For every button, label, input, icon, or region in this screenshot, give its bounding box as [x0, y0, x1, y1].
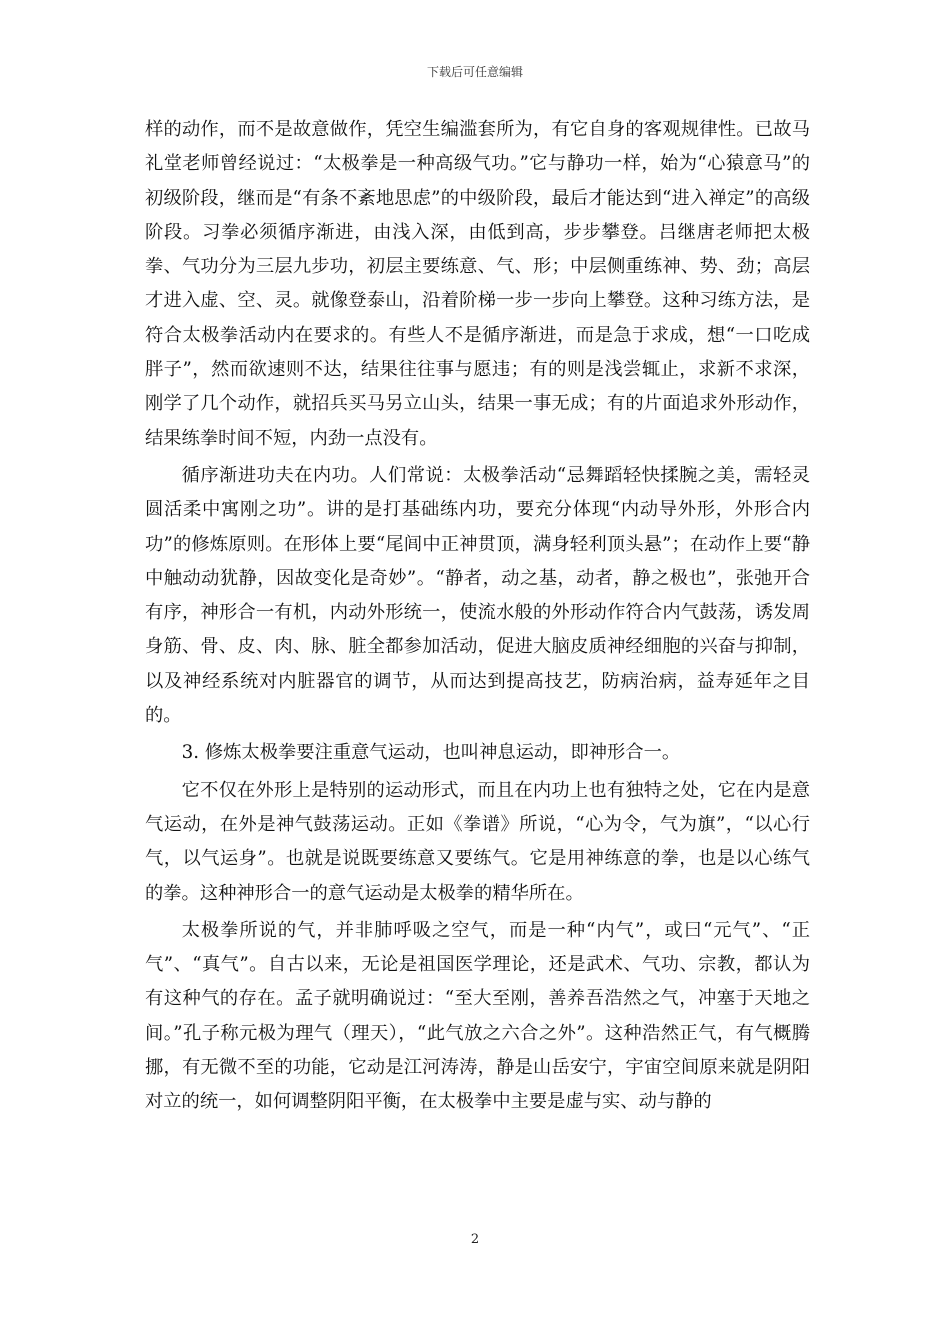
page-header: 下载后可任意编辑 — [426, 65, 523, 79]
paragraph-inner-work: 循序渐进功夫在内功。人们常说：太极拳活动“忌舞蹈轻快揉腕之美，需轻灵圆活柔中寓刚之功”。讲的是打基础练内功，要充分体现“内动导外形，外形合内功”的修炼原则。在形体上要“尾闾中正神贯顶，满身轻利顶头悬”；在动作上要“静中触动动犹静，因故变化是奇妙”。“静者，动之基，动者，静之极也”，张弛开合有序，神形合一有机，内动外形统一，使流水般的外形动作符合内气鼓荡，诱发周身筋、骨、皮、肉、脉、脏全都参加活动，促进大脑皮质神经细胞的兴奋与抑制，以及神经系统对内脏器官的调节，从而达到提高技艺，防病治病，益寿延年之目的。 — [145, 464, 810, 727]
page-number: 2 — [470, 1232, 480, 1247]
paragraph-yiqi-movement: 它不仅在外形上是特别的运动形式，而且在内功上也有独特之处，它在内是意气运动，在外是神气鼓荡运动。正如《拳谱》所说，“心为令，气为旗”，“以心行气，以气运身”。也就是说既要练意又要练气。它是用神练意的拳，也是以心练气的拳。这种神形合一的意气运动是太极拳的精华所在。 — [145, 779, 810, 904]
paragraph-inner-qi: 太极拳所说的气，并非肺呼吸之空气，而是一种“内气”，或曰“元气”、“正气”、“真气”。自古以来，无论是祖国医学理论，还是武术、气功、宗教，都认为有这种气的存在。孟子就明确说过：“至大至刚，善养吾浩然之气，冲塞于天地之间。”孔子称元极为理气（理天），“此气放之六合之外”。这种浩然正气，有气概腾挪，有无微不至的功能，它动是江河涛涛，静是山岳安宁，宇宙空间原来就是阴阳对立的统一，如何调整阴阳平衡，在太极拳中主要是虚与实、动与静的 — [145, 919, 810, 1113]
paragraph-continuation: 样的动作，而不是故意做作，凭空生编滥套所为，有它自身的客观规律性。已故马礼堂老师曾经说过：“太极拳是一种高级气功。”它与静功一样，始为“心猿意马”的初级阶段，继而是“有条不紊地思虑”的中级阶段，最后才能达到“进入禅定”的高级阶段。习拳必须循序渐进，由浅入深，由低到高，步步攀登。吕继唐老师把太极拳、气功分为三层九步功，初层主要练意、气、形；中层侧重练神、势、劲；高层才进入虚、空、灵。就像登泰山，沿着阶梯一步一步向上攀登。这种习练方法，是符合太极拳活动内在要求的。有些人不是循序渐进，而是急于求成，想“一口吃成胖子”，然而欲速则不达，结果往往事与愿违；有的则是浅尝辄止，求新不求深，刚学了几个动作，就招兵买马另立山头，结果一事无成；有的片面追求外形动作，结果练拳时间不短，内劲一点没有。 — [145, 119, 810, 449]
section-heading: 3. 修炼太极拳要注重意气运动，也叫神息运动，即神形合一。 — [181, 742, 681, 764]
body-text — [145, 113, 810, 1123]
